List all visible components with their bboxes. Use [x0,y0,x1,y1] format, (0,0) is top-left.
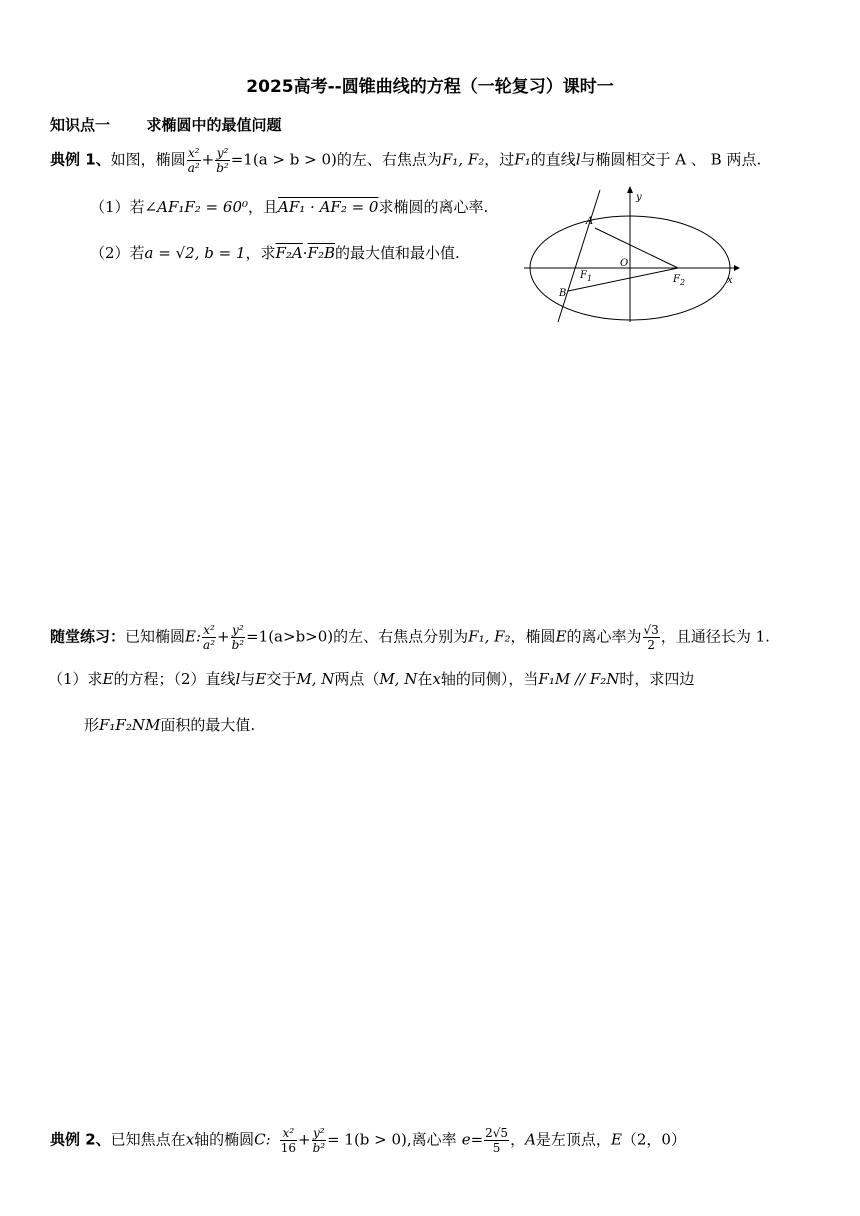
text: 面积的最大值. [160,716,256,734]
text: 的左、右焦点分别为 [333,627,469,646]
var-x: x [185,1130,195,1149]
text: 已知椭圆 [125,627,186,646]
frac-num: x² [282,1126,295,1140]
fraction-x2-16 [280,1126,297,1155]
vector-f2a: F₂A [275,244,303,262]
frac-den: b² [312,1141,326,1155]
ellipse-c: C: [254,1130,271,1149]
frac-den: b² [216,161,229,175]
text: 在 [417,670,433,688]
label-f1 [579,270,592,283]
text: 是左顶点， [535,1130,611,1149]
ab-values: a = √2, b = 1 [144,244,246,262]
text: 交于 [266,670,297,688]
focus-f1: F₁ [514,150,531,169]
example1-question2 [90,242,460,264]
label-o: O [620,258,629,269]
text: （1）若 [90,198,145,216]
text: ，且 [248,198,279,216]
line-l [558,190,600,322]
f2-sub: 2 [679,278,686,287]
fraction-y2-b2 [312,1126,327,1155]
section-heading [50,114,282,135]
example1-question1 [90,196,488,218]
dot: · [302,244,308,262]
practice-statement [50,623,770,652]
text: ， [510,1130,526,1149]
text: （1）求 [48,670,103,688]
frac-num: x² [203,623,215,637]
y-axis-arrow [627,186,633,193]
f2-letter: F [673,274,680,285]
frac-num: y² [216,146,229,160]
frac-den: 5 [492,1141,501,1155]
parallel-expr: F₁M // F₂N [538,670,620,688]
practice-question1 [48,668,694,690]
frac-num: y² [232,623,244,637]
text: ，椭圆 [510,627,556,646]
example1-intro: 如图，椭圆 [110,150,186,169]
point-e: E [610,1130,622,1149]
frac-den: a² [203,638,216,652]
label-f2 [672,274,685,287]
text: 的左、右焦点为 [336,150,442,169]
fraction-x2-a2 [187,146,201,175]
section-label: 知识点一 [50,116,111,134]
text: （2，0） [621,1130,686,1149]
frac-den: a² [187,161,200,175]
label-b: B [559,288,567,299]
foci: F₁, F₂ [441,150,485,169]
practice-label: 随堂练习： [50,627,126,646]
text: 形 [84,716,100,734]
x-axis-arrow [734,265,740,271]
label-x: x [727,275,733,286]
text: 时，求四边 [619,670,695,688]
point-a: A [525,1130,536,1149]
segment-af2 [595,228,678,268]
plus-sign: + [201,150,215,169]
label-a: A [586,216,594,227]
fraction-y2-b2 [215,146,230,175]
frac-den: 2 [647,638,655,652]
vector-dot-expr: AF₁ · AF₂ = 0 [278,198,379,216]
points-mn: M, N [379,670,418,688]
text: ，过 [484,150,515,169]
example2-statement [50,1126,686,1155]
line-l: l [575,150,581,169]
ellipse-e: E [555,627,567,646]
var-e: E [102,670,114,688]
fraction-eccentricity [643,623,660,652]
fraction-eccentricity [484,1126,509,1155]
text: 轴的同侧），当 [440,670,539,688]
plus-sign: + [217,627,230,646]
text: 求椭圆的离心率. [378,198,489,216]
fraction-y2-b2 [231,623,246,652]
frac-num: √3 [643,623,659,637]
text: 离心率 [411,1130,457,1149]
text: 的最大值和最小值. [335,244,460,262]
ellipse-e: E: [185,627,202,646]
f1-letter: F [580,270,587,281]
foci: F₁, F₂ [468,627,511,646]
section-topic: 求椭圆中的最值问题 [146,116,282,134]
example1-statement [50,146,761,175]
label-y: y [636,192,642,203]
text: （2）若 [90,244,145,262]
text: 两点（ [334,670,380,688]
var-l: l [235,670,241,688]
fraction-x2-a2 [202,623,216,652]
text: ，且通径长为 1. [660,627,770,646]
ellipse-condition: =1(a>b>0) [246,627,334,646]
text: 的方程；（2）直线 [113,670,236,688]
plus-sign: + [297,1130,311,1149]
practice-question1-cont [84,714,255,736]
frac-num: 2√5 [485,1126,509,1140]
vector-f2b: F₂B [307,244,335,262]
var-e: e= [461,1130,484,1149]
text: 轴的椭圆 [194,1130,255,1149]
quadrilateral: F₁F₂NM [99,716,161,734]
var-e: E [255,670,267,688]
example1-label: 典例 1、 [50,150,111,169]
var-x: x [432,670,441,688]
frac-den: 16 [280,1141,296,1155]
frac-num: x² [187,146,200,160]
text: 已知焦点在 [110,1130,186,1149]
f1-sub: 1 [586,274,593,283]
page-title: 2025高考--圆锥曲线的方程（一轮复习）课时一 [246,77,614,97]
frac-num: y² [313,1126,325,1140]
ellipse-condition: =1(a > b > 0) [230,150,337,169]
text: 与 [240,670,256,688]
example2-label: 典例 2、 [50,1130,111,1149]
text: 与椭圆相交于 A 、 B 两点. [580,150,762,169]
ellipse-condition: = 1(b > 0), [327,1130,412,1149]
ellipse-figure [524,186,740,326]
text: ，求 [245,244,276,262]
frac-den: b² [231,638,245,652]
points-mn: M, N [296,670,335,688]
text: 的离心率为 [566,627,642,646]
text: 的直线 [530,150,576,169]
angle-expr: ∠AF₁F₂ = 60⁰ [144,198,248,216]
